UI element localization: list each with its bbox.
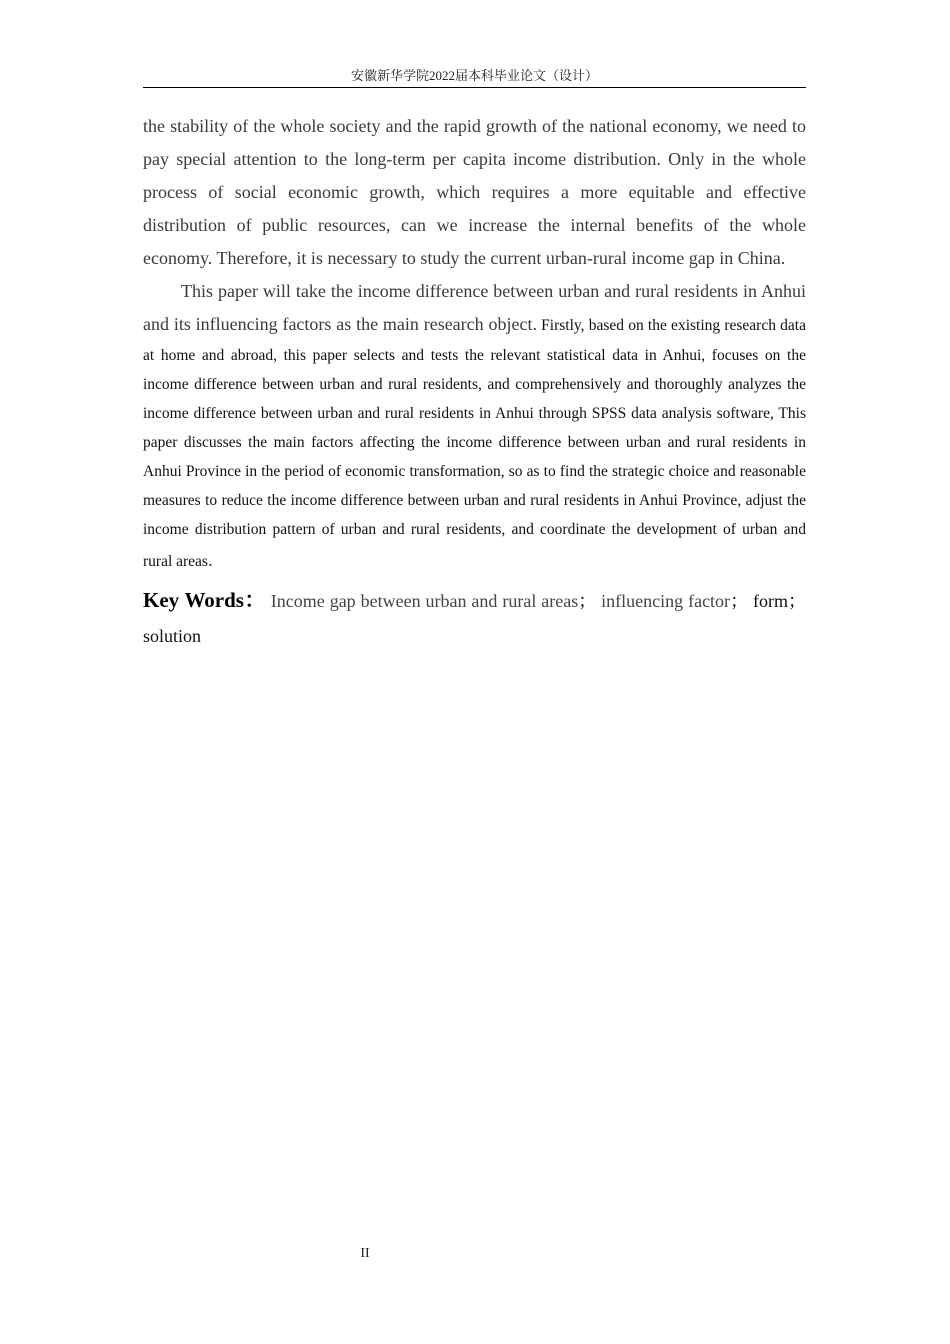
keywords-line <box>143 583 806 654</box>
keyword-item: solution <box>143 626 202 646</box>
paragraph-2-lead: This paper will take the income difference between urban and rural residents in Anhui and its influencing factors as the main research object. <box>143 281 806 334</box>
abstract-body <box>143 110 806 654</box>
header-title: 安徽新华学院2022届本科毕业论文（设计） <box>350 68 598 83</box>
keyword-item: influencing factor <box>601 591 731 611</box>
keyword-item: form <box>753 591 788 611</box>
paragraph-2-end-period: . <box>207 550 213 570</box>
abstract-paragraph-1: the stability of the whole society and the rapid growth of the national economy, we need to pay special attention to the long-term per capita income distribution. Only in the whole process of social economic growth, which requires a more equitable and effective distribution of public resources, can we increase the internal benefits of the whole economy. Therefore, it is necessary to study the current urban-rural income gap in China. <box>143 116 806 268</box>
keyword-item: Income gap between urban and rural areas <box>270 591 579 611</box>
keywords-label: Key Words： <box>143 588 266 612</box>
page-header <box>143 66 806 88</box>
keyword-separator: ； <box>578 591 597 611</box>
paragraph-2-rest: Firstly, based on the existing research data at home and abroad, this paper selects and tests the relevant statistical data in Anhui, focuses on the income difference between urban and rural residents, and comprehensively and thoroughly analyzes the income difference between urban and rural residents in Anhui through SPSS data analysis software, This paper discusses the main factors affecting the income difference between urban and rural residents in Anhui Province in the period of economic transformation, so as to find the strategic choice and reasonable measures to reduce the income difference between urban and rural residents in Anhui Province, adjust the income distribution pattern of urban and rural residents, and coordinate the development of urban and rural areas <box>143 317 806 570</box>
keyword-separator: ； <box>788 591 806 611</box>
keyword-separator: ； <box>730 591 749 611</box>
abstract-paragraph-2 <box>143 275 806 577</box>
page-number: II <box>360 1246 370 1261</box>
